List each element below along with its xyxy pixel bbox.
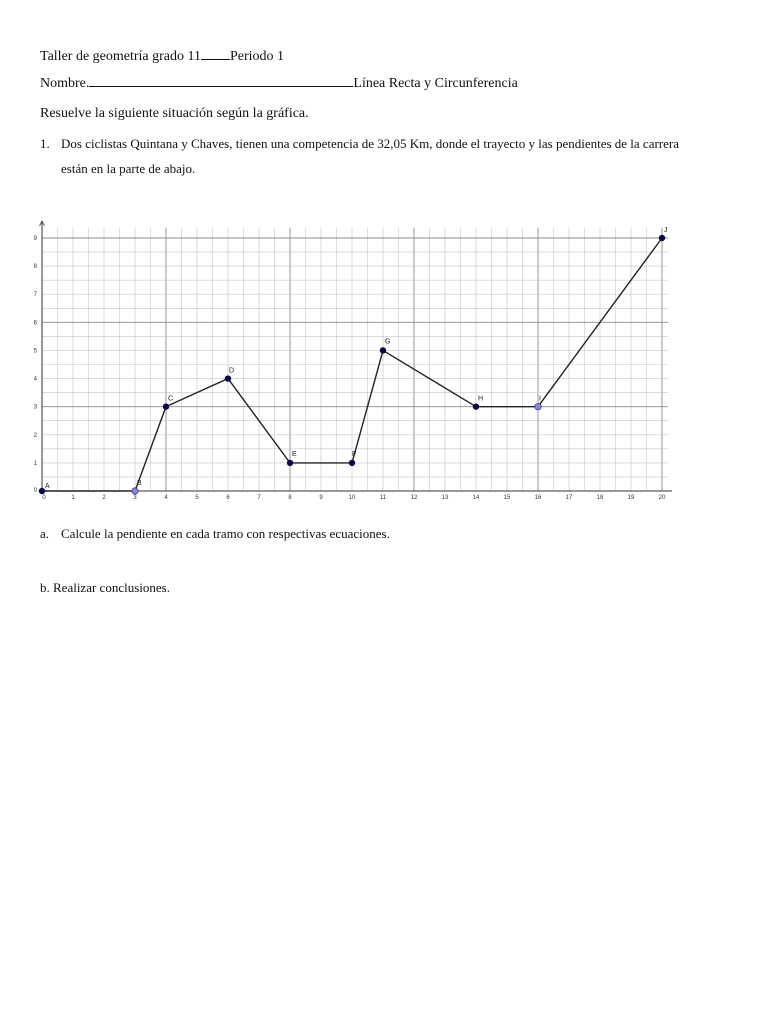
problem-text-1: Dos ciclistas Quintana y Chaves, tienen una competencia de 32,05 Km, donde el trayecto y las pendientes de la carrera (61, 136, 680, 151)
x-tick-label: 5 (195, 495, 199, 501)
header-line-1 (40, 46, 284, 66)
point-b (132, 488, 138, 494)
y-tick-label: 1 (33, 460, 37, 467)
problem-text-2: están en la parte de abajo. (61, 161, 196, 176)
y-tick-label: 4 (33, 376, 37, 383)
point-e (287, 460, 293, 466)
point-d (225, 376, 231, 382)
problem-line-1 (40, 135, 679, 153)
point-label-b: B (137, 480, 142, 487)
name-label: Nombre. (40, 76, 90, 91)
x-tick-label: 20 (658, 495, 666, 501)
point-i (535, 403, 541, 409)
point-c (163, 404, 169, 410)
x-tick-label: 6 (226, 495, 230, 501)
x-tick-label: 15 (503, 495, 511, 501)
x-tick-label: 10 (348, 495, 356, 501)
x-tick-label: 7 (257, 495, 261, 501)
point-label-i: I (539, 395, 541, 403)
point-j (659, 235, 665, 241)
x-tick-label: 19 (627, 495, 635, 501)
y-tick-label: 9 (33, 236, 37, 242)
x-tick-label: 8 (288, 495, 292, 501)
point-a (39, 488, 45, 494)
x-tick-label: 14 (472, 495, 480, 501)
point-label-h: H (478, 395, 484, 403)
question-a-label: a. (40, 526, 50, 541)
route-chart (30, 220, 680, 505)
y-tick-label: 6 (33, 320, 37, 327)
x-tick-label: 12 (410, 495, 418, 501)
y-tick-label: 8 (33, 264, 37, 271)
y-tick-label: 2 (33, 432, 37, 439)
topic-label: Línea Recta y Circunferencia (353, 76, 518, 91)
header-line-2 (40, 73, 518, 93)
instruction: Resuelve la siguiente situación según la gráfica. (40, 106, 309, 121)
point-label-a: A (45, 483, 50, 490)
point-label-j: J (664, 227, 668, 234)
x-tick-label: 0 (42, 495, 46, 501)
grade-blank (201, 46, 230, 60)
period-label: Periodo 1 (230, 49, 285, 64)
name-blank (89, 73, 353, 87)
y-tick-label: 3 (33, 404, 37, 411)
x-tick-label: 13 (441, 495, 449, 501)
point-g (380, 348, 386, 354)
title-prefix: Taller de geometría grado 11 (40, 49, 201, 64)
point-label-d: D (229, 367, 235, 375)
y-tick-label: 0 (33, 488, 37, 494)
point-label-f: F (352, 450, 357, 458)
point-f (349, 460, 355, 466)
question-b: b. Realizar conclusiones. (40, 580, 170, 595)
x-tick-label: 18 (596, 495, 604, 501)
x-tick-label: 16 (534, 495, 542, 501)
point-label-e: E (292, 450, 297, 458)
x-tick-label: 17 (565, 495, 573, 501)
x-tick-label: 2 (102, 495, 106, 501)
question-a-text: Calcule la pendiente en cada tramo con respectivas ecuaciones. (61, 526, 390, 541)
x-tick-label: 3 (133, 495, 137, 501)
x-tick-label: 11 (379, 495, 387, 501)
x-tick-label: 1 (71, 495, 75, 501)
question-a (40, 525, 390, 543)
point-h (473, 404, 479, 410)
point-label-g: G (385, 338, 391, 346)
y-tick-label: 7 (33, 292, 37, 299)
x-tick-label: 4 (164, 495, 168, 501)
y-tick-label: 5 (33, 348, 37, 355)
point-label-c: C (168, 395, 174, 403)
problem-number: 1. (40, 136, 50, 151)
x-tick-label: 9 (319, 495, 323, 501)
